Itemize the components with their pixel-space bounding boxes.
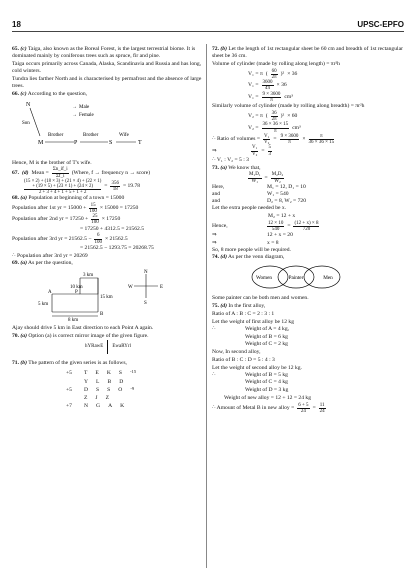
q66-node-p: P	[74, 140, 78, 147]
q73-hence: Hence, $\frac{12 \times 10}{540}$ = $\frac{(12 + x) \times 8}{720}$	[212, 220, 319, 233]
q71-row: +5 T E K S -15	[66, 369, 137, 377]
svg-text:P: P	[75, 290, 78, 296]
q65-line1: 65. (c) Taiga, also known as the Boreal Forest, is the largest terrestrial biome. It is dominated mainly by coniferous trees such as spruce, fir and pine.	[12, 46, 196, 60]
q72-ratio2: ⇒ $\frac{\text{V₁}}{\text{V₂}}$ = $\frac{5}{3}$	[212, 145, 272, 157]
page-header	[12, 20, 404, 30]
q66-node-t: T	[138, 140, 142, 147]
svg-text:Women: Women	[255, 275, 273, 282]
svg-text:15 km: 15 km	[100, 295, 113, 301]
q68-l2: Population after 1st yr = 15000 + $\frac{15}{100}$ × 15000 = 17250	[12, 202, 139, 214]
q72-l1: 72. (b) Let the length of 1st rectangular sheet be 60 cm and breadth of 1st rectangular sheet be 36 cm.	[212, 46, 403, 60]
q68-l3: Population after 2nd yr = 17250 + $\frac{25}{100}$ × 17250	[12, 214, 121, 226]
q75-l9: Weight of new alloy = 12 + 12 = 24 kg	[224, 394, 312, 401]
svg-text:Brother: Brother	[48, 133, 64, 139]
q67-calc: (15 × 2) + (18 × 3) + (21 × 4) + (22 × 1) + (19 × 5) + (23 × 1) + (24 × 2) 2 + 3 + 4 + 1 + 5 + 1 + 2 = $\frac{356}{18}$ = 19.78	[24, 178, 141, 195]
q66-node-n: N	[26, 102, 31, 109]
q70-figure-right: EwaRYrl	[112, 344, 131, 350]
svg-text:→: →	[72, 113, 77, 119]
q68-l6: = 21562.5 − 1293.75 = 20268.75	[80, 244, 154, 251]
q73-and2: and D₂ = 8, W₂ = 720	[212, 198, 307, 205]
svg-text:→: →	[72, 105, 77, 111]
q72-ratio: ∴ Ratio of volumes = $\frac{\text{V₁}}{\text{V₂}}$ = $\frac{9 \times 3600}{\pi}$ × $\frac{\pi}{36 \times 36 \times 15}$	[212, 133, 335, 146]
header-rule	[12, 31, 404, 32]
svg-text:Son: Son	[22, 121, 30, 127]
q75-l10: ∴ Amount of Metal B in new alloy = $\frac{6 + 5}{24}$ = $\frac{11}{24}$	[212, 402, 325, 414]
series-title: UPSC-EPFO	[357, 20, 404, 29]
q71-intro: 71. (b) The pattern of the given series is as follows,	[12, 360, 127, 367]
svg-text:S: S	[144, 301, 147, 307]
q72-v1a: V₁ = π ( $\frac{60}{2\pi}$ )² × 36	[248, 68, 298, 80]
svg-text:B: B	[100, 312, 104, 318]
q75-l2: Ratio of A : B : C = 2 : 3 : 1	[212, 310, 275, 317]
svg-text:3 km: 3 km	[83, 273, 94, 279]
svg-text:A: A	[48, 290, 52, 296]
svg-text:Wife: Wife	[119, 133, 129, 139]
q73-formula: $\frac{\text{M₁D₁}}{\text{W₁}}$ = $\frac{\text{M₂D₂}}{\text{W₂}}$	[249, 172, 284, 184]
q72-l2: Volume of cylinder (made by rolling along length) = πr²h	[212, 60, 340, 67]
q73-step2: ⇒ x = 8	[212, 239, 279, 246]
q70-figure	[12, 344, 204, 354]
q74-intro: 74. (d) As per the venn diagram,	[212, 254, 285, 261]
q73-intro: 73. (a) We know that,	[212, 164, 261, 171]
q65-line3: Tundra lies farther North and is characterised by permafrost and the absence of large trees.	[12, 75, 202, 89]
q66-family-tree	[12, 98, 172, 156]
q75-w3: Weight of C = 2 kg	[245, 341, 288, 348]
q68-l4: = 17250 + 4312.5 = 21562.5	[80, 225, 145, 232]
svg-text:Men: Men	[323, 275, 333, 282]
q73-and1: and W₁ = 540	[212, 191, 289, 198]
page-number: 18	[12, 20, 21, 29]
svg-text:Male: Male	[79, 105, 90, 111]
q75-l3: Let the weight of first alloy be 12 kg	[212, 318, 295, 325]
q68-l1: 68. (a) Population at beginning of a town = 15000	[12, 194, 125, 201]
q71-letter-grid	[66, 369, 204, 410]
q70-figure-left: hYRawE	[85, 344, 104, 350]
q73-conclusion: So, 8 more people will be required.	[212, 246, 291, 253]
q73-let: Let the extra people needed be x.	[212, 205, 287, 212]
q75-l5: Now, In second alloy,	[212, 349, 261, 355]
q75-w1: ∴ Weight of A = 4 kg,	[212, 326, 290, 333]
q65-line2: Taiga occurs primarily across Canada, Alaska, Scandinavia and Russia and has long, cold winters.	[12, 60, 202, 75]
svg-text:W: W	[128, 285, 133, 291]
q75-w2: Weight of B = 6 kg	[245, 333, 288, 340]
q75-l7: Let the weight of second alloy be 12 kg.	[212, 364, 302, 371]
q66-node-m: M	[38, 140, 44, 147]
q72-l3: Similarly volume of cylinder (made by rolling along breadth) = πr²h	[212, 103, 365, 110]
q74-venn-diagram	[212, 262, 402, 292]
q75-x1: ∴ Weight of B = 5 kg	[212, 372, 288, 379]
q69-direction-diagram	[12, 268, 192, 322]
q75-x2: Weight of C = 4 kg	[245, 379, 288, 386]
right-column	[212, 46, 406, 414]
q74-conclusion: Some painter can be both men and women.	[212, 295, 309, 302]
svg-text:E: E	[160, 285, 164, 291]
q72-v1c: V₁ = $\frac{9 \times 3600}{\pi}$ cm³	[248, 91, 293, 103]
q72-v2a: V₂ = π ( $\frac{36}{2\pi}$ )² × 60	[248, 110, 298, 123]
svg-text:10 km: 10 km	[70, 285, 83, 291]
q67-mean: 67. (d) Mean = $\frac{\Sigma n\_if\_i}{\Sigma f\_i}$ (Where, f → frequency n → score)	[12, 167, 151, 179]
svg-text:Painter: Painter	[288, 275, 304, 282]
svg-text:Brother: Brother	[83, 133, 99, 139]
q68-l5: Population after 3rd yr = 21562.5 − $\frac{6}{100}$ × 21562.5	[12, 233, 128, 245]
q66-intro: 66. (c) According to the question,	[12, 90, 88, 97]
column-divider	[206, 44, 207, 568]
q75-x3: Weight of D = 3 kg	[245, 387, 289, 394]
svg-text:Female: Female	[79, 113, 94, 119]
q73-step1: ⇒ 12 + x = 20	[212, 232, 293, 239]
q75-l6: Ratio of B : C : D = 5 : 4 : 3	[212, 356, 275, 363]
svg-text:8 km: 8 km	[68, 318, 79, 323]
q69-conclusion: Ajay should drive 5 km in East direction to each Point A again.	[12, 325, 154, 332]
q66-conclusion: Hence, M is the brother of T's wife.	[12, 159, 92, 166]
left-column	[12, 46, 204, 410]
q75-l1: 75. (d) In the first alloy,	[212, 303, 266, 310]
q71-row: Y L B D	[84, 378, 124, 385]
q66-node-s: S	[109, 140, 113, 147]
q72-v1b: V₁ = $\frac{3600}{4\pi}$ × 36	[248, 80, 287, 92]
q68-l7: ∴ Population after 3rd yr = 20269	[12, 252, 88, 259]
q71-row: +5 D S S O -9	[66, 385, 135, 393]
q72-v2b: V₂ = $\frac{36 \times 36 \times 15}{\pi}$ cm³	[248, 122, 301, 134]
svg-text:5 km: 5 km	[38, 302, 49, 308]
q71-row: Z J Z	[84, 394, 110, 401]
q69-intro: 69. (a) As per the question,	[12, 260, 73, 267]
q73-here: Here, M₁ = 12, D₁ = 10	[212, 183, 306, 190]
q71-row: +7 N G A K	[66, 402, 125, 409]
q70-text: 70. (a) Option (a) is correct mirror image of the given figure.	[12, 333, 149, 340]
q72-result: ∴ V₁ : V₂ = 5 : 3	[212, 156, 249, 163]
q73-m2: M₂ = 12 + x	[268, 213, 296, 220]
svg-text:N: N	[144, 270, 148, 276]
